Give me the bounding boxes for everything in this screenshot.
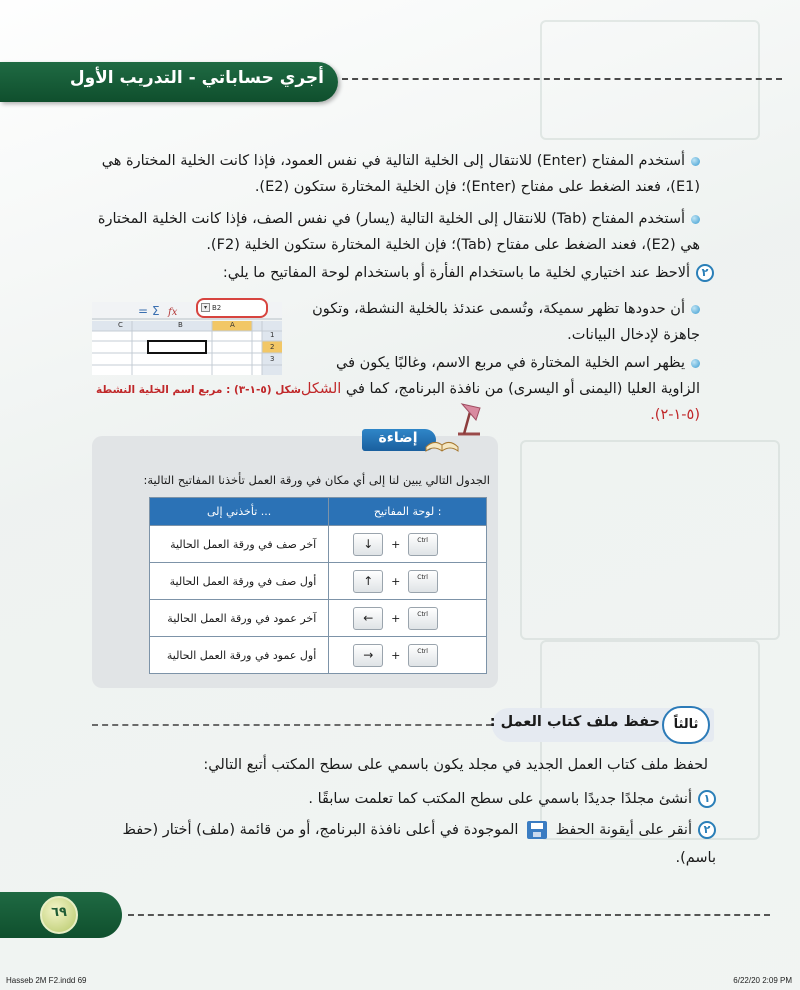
ctrl-key-icon: Ctrl xyxy=(408,644,438,667)
chevron-down-icon[interactable]: ▾ xyxy=(201,303,210,312)
background-decoration xyxy=(520,440,780,640)
print-slug-file: Hasseb 2M F2.indd 69 xyxy=(6,976,87,985)
svg-text:fx: fx xyxy=(168,307,178,318)
header-divider xyxy=(342,78,782,80)
figure-caption: شكل (٥-١-٣) : مربع اسم الخلية النشطة xyxy=(96,384,301,396)
arrow-left-key-icon: ← xyxy=(353,607,383,630)
column-header-c: C xyxy=(118,321,123,329)
save-icon xyxy=(527,821,547,839)
keys-cell xyxy=(329,526,487,563)
figure-reference: الشكل (٥-١-٢). xyxy=(300,381,700,423)
bullet-enter xyxy=(92,148,700,200)
print-slug-date: 6/22/20 2:09 PM xyxy=(733,976,792,985)
table-row xyxy=(150,563,487,600)
table-row xyxy=(150,600,487,637)
column-header-a: A xyxy=(230,321,235,329)
number-badge: ١ xyxy=(698,790,716,808)
section-badge: ثالثاً xyxy=(662,706,710,744)
column-header-destination: تأخذني إلى ... xyxy=(150,498,329,526)
footer-divider xyxy=(128,914,770,916)
ctrl-key-icon: Ctrl xyxy=(408,570,438,593)
keys-cell xyxy=(329,637,487,674)
bullet-icon xyxy=(691,157,700,166)
sub-bullet-thick-border xyxy=(296,296,700,348)
step-1 xyxy=(92,786,716,812)
arrow-up-key-icon: ↑ xyxy=(353,570,383,593)
destination-cell: أول عمود في ورقة العمل الحالية xyxy=(150,637,329,674)
number-badge: ٢ xyxy=(698,821,716,839)
info-tab xyxy=(352,425,450,455)
destination-cell: آخر صف في ورقة العمل الحالية xyxy=(150,526,329,563)
row-header-3: 3 xyxy=(270,355,275,363)
bullet-tab xyxy=(92,206,700,258)
step-2-text-start: أنقر على أيقونة الحفظ xyxy=(555,822,692,838)
plus-sign: + xyxy=(391,611,401,625)
step-2 xyxy=(92,816,716,872)
destination-cell: آخر عمود في ورقة العمل الحالية xyxy=(150,600,329,637)
bullet-text: أستخدم المفتاح (Tab) للانتقال إلى الخلية التالية (يسار) في نفس الصف، فإذا كانت الخلية المختارة هي (E2)، فعند الضغط على مفتاح (Tab)؛ فإن الخلية المختارة ستكون الخلية (F2). xyxy=(97,211,700,253)
step-1-text: أنشئ مجلدًا جديدًا باسمي على سطح المكتب كما تعلمت سابقًا . xyxy=(308,791,692,807)
section-intro: لحفظ ملف كتاب العمل الجديد في مجلد يكون باسمي على سطح المكتب أتبع التالي: xyxy=(203,757,708,773)
name-box[interactable] xyxy=(196,298,268,318)
plus-sign: + xyxy=(391,537,401,551)
column-header-keys: لوحة المفاتيح : xyxy=(329,498,487,526)
ctrl-key-icon: Ctrl xyxy=(408,607,438,630)
bullet-text: أن حدودها تظهر سميكة، وتُسمى عندئذ بالخلية النشطة، وتكون جاهزة لإدخال البيانات. xyxy=(312,301,700,343)
info-intro: الجدول التالي يبين لنا إلى أي مكان في ورقة العمل تأخذنا المفاتيح التالية: xyxy=(143,473,490,487)
ctrl-key-icon: Ctrl xyxy=(408,533,438,556)
row-header-1: 1 xyxy=(270,331,275,339)
column-header-b: B xyxy=(178,321,183,329)
keys-cell xyxy=(329,600,487,637)
table-row xyxy=(150,637,487,674)
page-title: أجري حساباتي - التدريب الأول xyxy=(69,68,324,88)
destination-cell: أول صف في ورقة العمل الحالية xyxy=(150,563,329,600)
point-2-text: ألاحظ عند اختياري لخلية ما باستخدام الفأرة أو باستخدام لوحة المفاتيح ما يلي: xyxy=(222,265,690,281)
cell-grid xyxy=(92,321,282,375)
bullet-icon xyxy=(691,359,700,368)
keys-cell xyxy=(329,563,487,600)
arrow-down-key-icon: ↓ xyxy=(353,533,383,556)
info-tab-label: إضاءة xyxy=(378,430,418,446)
row-header-2: 2 xyxy=(270,343,275,351)
svg-text:=: = xyxy=(138,304,149,318)
bullet-icon xyxy=(691,305,700,314)
background-decoration xyxy=(540,20,760,140)
shortcut-table xyxy=(149,497,487,674)
name-box-value: B2 xyxy=(212,304,222,312)
book-icon xyxy=(424,425,460,455)
section-title: حفظ ملف كتاب العمل : xyxy=(489,714,660,730)
arrow-right-key-icon: → xyxy=(353,644,383,667)
plus-sign: + xyxy=(391,574,401,588)
table-row xyxy=(150,526,487,563)
plus-sign: + xyxy=(391,648,401,662)
bullet-icon xyxy=(691,215,700,224)
page-number: ٦٩ xyxy=(51,905,67,920)
spreadsheet-figure xyxy=(92,297,282,375)
step-2-text-end: الموجودة في أعلى نافذة البرنامج، أو من قائمة (ملف) أختار (حفظ باسم). xyxy=(122,822,716,866)
bullet-text: يظهر اسم الخلية المختارة في مربع الاسم، وغالبًا يكون في الزاوية العليا (اليمنى أو اليسرى) من نافذة البرنامج، كما في xyxy=(336,355,700,397)
bullet-text: أستخدم المفتاح (Enter) للانتقال إلى الخلية التالية في نفس العمود، فإذا كانت الخلية المختارة هي (E1)، فعند الضغط على مفتاح (Enter)؛ فإن الخلية المختارة ستكون (E2). xyxy=(101,153,700,195)
sub-bullet-namebox xyxy=(296,350,700,428)
number-badge: ٢ xyxy=(696,264,714,282)
svg-text:Σ: Σ xyxy=(152,304,160,318)
point-2 xyxy=(92,260,714,286)
section-divider xyxy=(92,724,492,726)
